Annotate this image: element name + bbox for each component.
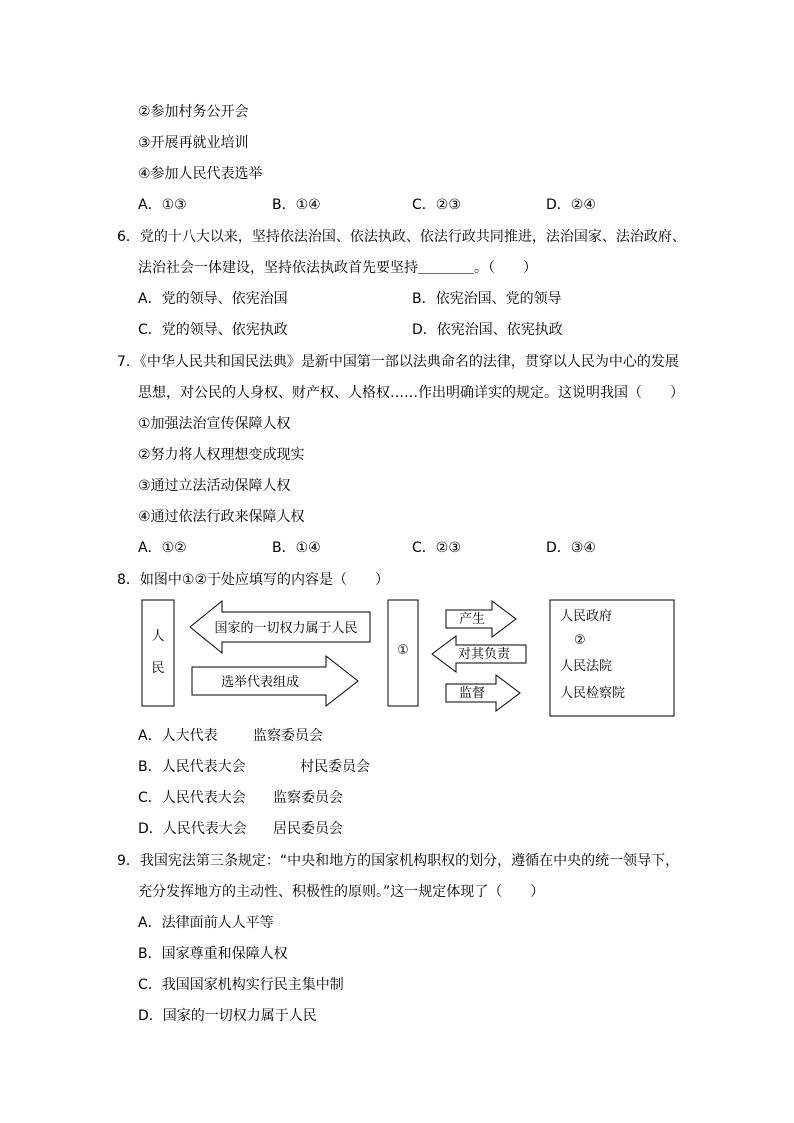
right-box-line-1: 人民政府 xyxy=(560,609,613,624)
right-box-line-4: 人民检察院 xyxy=(560,686,626,701)
q7-option-c: C．②③ xyxy=(412,540,461,556)
q9-option-b: B．国家尊重和保障人权 xyxy=(138,946,288,962)
q8-option-c-value: 监察委员会 xyxy=(273,790,343,806)
q8-option-b-value: 村民委员会 xyxy=(300,759,370,775)
q5-item-3: ③开展再就业培训 xyxy=(138,135,249,151)
q6-stem-line2: 法治社会一体建设，坚持依法执政首先要坚持＿＿＿＿。（ ） xyxy=(138,260,537,276)
q6-stem-line1: 6．党的十八大以来，坚持依法治国、依法执政、依法行政共同推进，法治国家、法治政府、 xyxy=(117,229,686,245)
q5-option-b: B．①④ xyxy=(272,197,321,213)
q9-option-a: A．法律面前人人平等 xyxy=(138,915,274,931)
q9-stem-line1: 9．我国宪法第三条规定：“中央和地方的国家机构职权的划分，遵循在中央的统一领导下， xyxy=(117,853,680,869)
people-char-2: 民 xyxy=(151,661,165,676)
q6-option-b: B．依宪治国、党的领导 xyxy=(412,291,562,307)
q9-stem-line2: 充分发挥地方的主动性、积极性的原则。”这一规定体现了（ ） xyxy=(138,884,545,900)
q7-stem-line2: 思想，对公民的人身权、财产权、人格权……作出明确详实的规定。这说明我国（ ） xyxy=(138,385,684,401)
arrow-responsible-label: 对其负责 xyxy=(457,647,511,662)
q8-option-d-value: 居民委员会 xyxy=(273,821,343,837)
q7-option-b: B．①④ xyxy=(272,540,321,556)
arrow-produce-label: 产生 xyxy=(458,612,486,627)
q8-option-a-value: 监察委员会 xyxy=(253,728,323,744)
q7-stem-line1: 7．《中华人民共和国民法典》是新中国第一部以法典命名的法律，贯穿以人民为中心的发展 xyxy=(117,354,679,370)
q8-option-a-label: A．人大代表 xyxy=(138,728,218,744)
middle-box-label: ① xyxy=(397,643,409,658)
q7-option-a: A．①② xyxy=(138,540,187,556)
people-box xyxy=(142,600,174,706)
q7-item-1: ①加强法治宣传保障人权 xyxy=(138,416,291,432)
q7-item-4: ④通过依法行政来保障人权 xyxy=(138,509,305,525)
q5-item-2: ②参加村务公开会 xyxy=(138,104,249,120)
right-box-line-2: ② xyxy=(574,633,586,648)
q9-option-c: C．我国国家机构实行民主集中制 xyxy=(138,977,344,993)
q6-option-d: D．依宪治国、依宪执政 xyxy=(412,322,563,338)
q7-option-d: D．③④ xyxy=(546,540,596,556)
right-arrow-label: 选举代表组成 xyxy=(220,675,300,690)
q6-option-c: C．党的领导、依宪执政 xyxy=(138,322,288,338)
arrow-supervise-label: 监督 xyxy=(458,686,486,701)
q8-option-b-label: B．人民代表大会 xyxy=(138,759,246,775)
q5-option-c: C．②③ xyxy=(412,197,461,213)
q5-option-a: A．①③ xyxy=(138,197,187,213)
q7-item-2: ②努力将人权理想变成现实 xyxy=(138,447,305,463)
right-box-line-3: 人民法院 xyxy=(560,659,613,674)
q6-option-a: A．党的领导、依宪治国 xyxy=(138,291,288,307)
q9-option-d: D．国家的一切权力属于人民 xyxy=(138,1008,317,1024)
q7-item-3: ③通过立法活动保障人权 xyxy=(138,478,291,494)
q8-option-d-label: D．人民代表大会 xyxy=(138,821,247,837)
q5-item-4: ④参加人民代表选举 xyxy=(138,166,263,182)
q8-stem: 8．如图中①②于处应填写的内容是（ ） xyxy=(117,572,390,588)
people-char-1: 人 xyxy=(151,629,165,644)
q8-option-c-label: C．人民代表大会 xyxy=(138,790,246,806)
q5-option-d: D．②④ xyxy=(546,197,596,213)
left-arrow-label: 国家的一切权力属于人民 xyxy=(214,621,358,636)
